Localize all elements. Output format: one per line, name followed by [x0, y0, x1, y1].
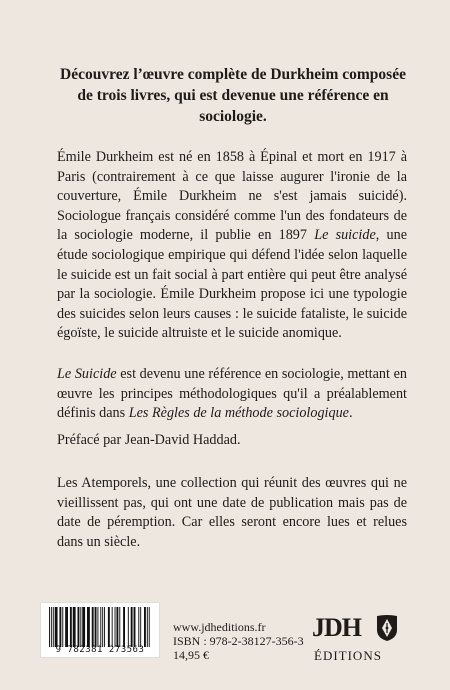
paragraph-preface	[57, 431, 407, 451]
reference-text-middle: est devenu une référence en sociologie, mettant en œuvre les principes méthodologiques qu'il a préalablement définis dans	[57, 366, 407, 422]
barcode-bar	[95, 607, 97, 647]
paragraph-collection	[57, 474, 407, 552]
barcode-bar	[53, 607, 54, 647]
barcode-bar	[78, 607, 80, 647]
biography-text-after: , une étude sociologique empirique qui défend l'idée selon laquelle le suicide est un fait social à part entière qui peut être analysé par la sociologie. Émile Durkheim propose ici une typologie des suicides selon leurs causes : le suicide fataliste, le suicide égoïste, le suicide altruiste et le suicide anomique.	[57, 227, 407, 342]
publisher-info	[173, 620, 304, 662]
barcode-bar	[131, 607, 133, 647]
barcode-bar	[102, 607, 103, 647]
barcode	[40, 602, 160, 658]
pen-nib-emblem-icon	[374, 614, 400, 642]
barcode-bar	[80, 607, 81, 647]
barcode-bar	[104, 607, 105, 647]
barcode-bar	[92, 607, 94, 647]
barcode-bar	[70, 607, 72, 647]
publisher-website: www.jdheditions.fr	[173, 620, 266, 634]
barcode-bar	[49, 607, 50, 647]
barcode-bar	[123, 607, 125, 647]
barcode-bar	[134, 607, 136, 647]
collection-text: Les Atemporels, une collection qui réunit des œuvres qui ne vieillissent pas, qui ont une date de publication mais pas de date de péremption. Car elles seront encore lues et relues dans un siècle.	[57, 475, 407, 550]
barcode-bar	[115, 607, 116, 647]
barcode-bar	[149, 607, 150, 647]
logo-letters: JDH	[312, 613, 361, 642]
paragraph-biography	[57, 148, 407, 344]
preface-text: Préfacé par Jean-David Haddad.	[57, 432, 241, 448]
barcode-bar	[62, 607, 63, 647]
barcode-digits: 9 782381 273563	[55, 645, 145, 655]
paragraph-reference	[57, 365, 407, 424]
barcode-bar	[100, 607, 101, 647]
barcode-bar	[112, 607, 113, 647]
barcode-bars-icon	[47, 607, 155, 647]
barcode-bar	[97, 607, 98, 647]
barcode-bar	[55, 607, 58, 647]
headline: Découvrez l’œuvre complète de Durkheim composée de trois livres, qui est devenue une référence en sociologie.	[60, 66, 406, 125]
barcode-bar	[73, 607, 76, 647]
publisher-logo	[308, 610, 404, 670]
barcode-bar	[138, 607, 139, 647]
barcode-bar	[65, 607, 68, 647]
logo-subtitle: ÉDITIONS	[314, 648, 382, 663]
barcode-bar	[51, 607, 52, 647]
barcode-bar	[108, 607, 110, 647]
work-title-regles: Les Règles de la méthode sociologique	[128, 405, 349, 422]
barcode-bar	[140, 607, 141, 647]
biography-text-before: Émile Durkheim est né en 1858 à Épinal et mort en 1917 à Paris (contrairement à ce que laisse augurer l'ironie de la couverture, Émile Durkheim ne s'est jamais suicidé). Sociologue français considéré comme l'un des fondateurs de la sociologie moderne, il publie en 1897	[57, 149, 407, 244]
barcode-bar	[59, 607, 61, 647]
barcode-bar	[82, 607, 85, 647]
book-title-le-suicide: Le suicide	[314, 227, 376, 244]
barcode-bar	[87, 607, 90, 647]
barcode-bar	[128, 607, 129, 647]
barcode-bar	[144, 607, 146, 647]
barcode-bar	[116, 607, 118, 647]
isbn: ISBN : 978-2-38127-356-3	[173, 634, 304, 648]
barcode-bar	[147, 607, 148, 647]
barcode-bar	[119, 607, 120, 647]
book-title-le-suicide-2: Le Suicide	[57, 366, 117, 382]
price: 14,95 €	[173, 648, 209, 662]
reference-text-end: .	[348, 405, 353, 422]
